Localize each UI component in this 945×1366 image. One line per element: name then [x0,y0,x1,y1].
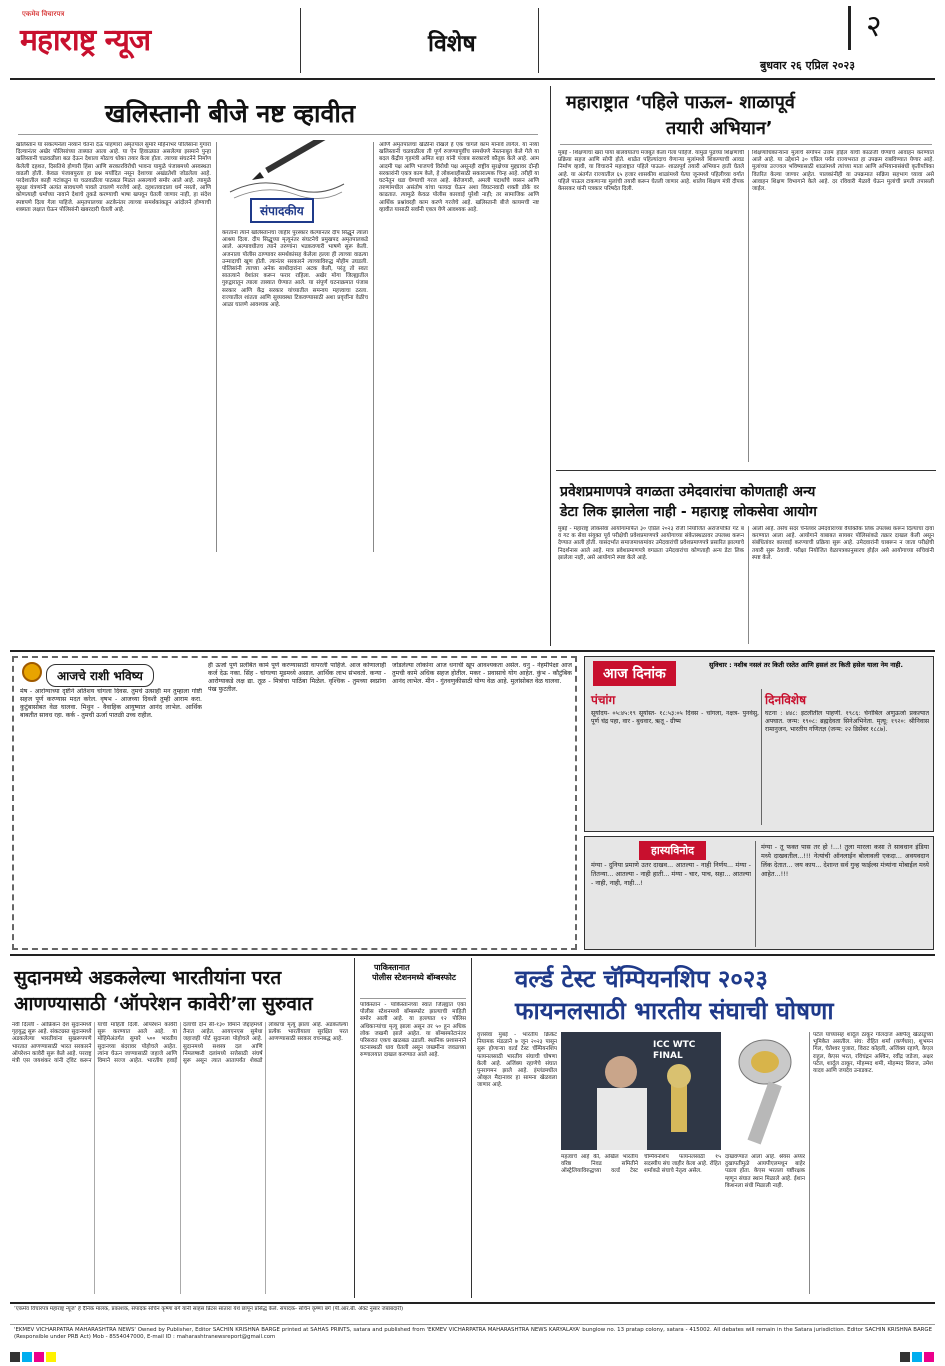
editorial-badge: संपादकीय [250,198,314,223]
editorial-col2: करतांना त्याने खलिस्तानचा जाहीर पुरस्कार केल्यानंतर दीप सिद्धूने त्याला आश्रय दिला. दीप सिद्धूच्या मृत्यूनंतर संघटनेचे प्रमुखपद अमृतपालकडे आले. अल्पावधीतच त्याने तरुणांना भडकवणारी भाषणे सुरू केली. अजनाला पोलीस ठाण्यावर समर्थकांसह केलेला हल्ला ही त्याच्या वाढत्या उन्मादाची खूण होती. त्यानंतर सरकारने त्याच्याविरुद्ध मोहीम उघडली. पोलिसांनी त्याच्या अनेक साथीदारांना अटक केली, परंतु तो स्वतः सातत्याने वेशांतर करून फरार राहिला. अखेर मोगा जिल्ह्यातील गुरुद्वारातून त्याला ताब्यात घेण्यात आले. या संपूर्ण घटनाक्रमात पंजाब सरकार आणि केंद्र सरकार यांच्यातील समन्वय महत्त्वाचा ठरला. राज्यातील शांतता आणि सुव्यवस्था टिकवण्यासाठी अशा प्रवृत्तींना वेळीच आळा घालणे आवश्यक आहे. [222,230,368,309]
horoscope-col2: ही ऊर्जा पूर्ण प्रलंबित कामे पूर्ण करण्यासाठी वापरली पाहिजे. आज कोणालाही कर्ज देऊ नका. सिंह - चांगल्या मूडमध्ये असाल. आर्थिक लाभ संभवतो. कन्या - आरोग्याकडे लक्ष द्या. तूळ - मित्रांचा पाठिंबा मिळेल. वृश्चिक - तुमच्या स्वप्नांना पंख फुटतील. [208,662,386,693]
humor-title: हास्यविनोद [639,841,706,860]
panchang-section [591,689,759,827]
sudan-headline-line1: सुदानमध्ये अडकलेल्या भारतीयांना परत [14,967,282,989]
wtc-headline-line2: फायनलसाठी भारतीय संघाची घोषणा [515,997,834,1025]
pakistan-headline: पोलीस स्टेशनमध्ये बॉम्बस्फोट [372,973,456,982]
panchang-text: सूर्योदय- ०५:४५:१९ सूर्यास्त- १८:५३:०५ दिवस - चांगला, नक्षत्र- पुनर्वसु, पूर्ण चंद्र पहा, वार - बुधवार, ऋतू - ग्रीष्म [591,710,759,725]
wtc-mace-image [725,1032,805,1150]
editorial-illustration [222,140,352,226]
editorial-article [10,86,545,556]
page-number: २ [866,9,882,44]
masthead [0,0,945,80]
wtc-article [475,958,935,1298]
horoscope-box [12,656,577,950]
editorial-headline: खलिस्तानी बीजे नष्ट व्हावीत [105,99,356,128]
today-box [584,656,934,832]
wtc-col4: पटेल यांच्यासह शार्दूल ठाकूर गोलंदाज अष्टपैलू खेळाडूंच्या भूमिकेत असतील. संघ: रोहित शर्मा (कर्णधार), शुभमन गिल, चेतेश्वर पुजारा, विराट कोहली, अजिंक्य रहाणे, केएल राहुल, केएस भरत, रविचंद्रन अश्विन, रवींद्र जडेजा, अक्षर पटेल, शार्दूल ठाकूर, मोहम्मद शमी, मोहम्मद सिराज, उमेश यादव आणि जयदेव उनाडकट. [813,1032,933,1075]
footer-imprint-english: 'EKMEV VICHARPATRA MAHARASHTRA NEWS' Owned by Publisher, Editor SACHIN KRISHNA BARGE printed at SAHAS PRINTS, satara and published from 'EKMEV VICHARPATRA MAHARASHTRA NEWS KARYALAYA' bunglow no. 13 pratap colony, satara - 415002. All debates will remain in the Satara jurisdiction. Editor SACHIN KRISHNA BARGE (Responsible under PRB Act) Mob - 8554047000, E-mail ID : maharashtranewsreport@gmail.com [14,1327,932,1340]
mpsc-article [556,474,936,646]
today-title: आज दिनांक [593,661,676,686]
school-headline-line1: महाराष्ट्रात ‘पहिले पाऊल- शाळापूर्व [566,92,795,113]
mpsc-headline-line1: प्रवेशप्रमाणपत्रे वगळता उमेदवारांचा कोणताही अन्य [560,484,816,500]
editorial-col1: खलिस्तान या संकल्पनेला नव्याने चेतना देऊ पाहणारा अमृतपाल सुमारे महिनाभर पोलिसांना गुंगारा दिल्यानंतर अखेर पोलिसांच्या ताब्यात आला आहे. या ऐन हिवाळ्यात असलेल्या इसमाने पुन्हा खलिस्तानी चळवळीला बळ देऊन देशाला मोठाच धोका तयार केला होता. त्याच्या संघटनेने निर्माण केलेली दहशत, दिसतिथे होणारी हिंसा आणि सरकारविरोधी भावना यामुळे पंजाबमध्ये अस्वस्थता वाढली होती. केवळ पंजाबपुरता हा प्रश्न मर्यादित नसून देशाच्या अखंडतेशी जोडलेला आहे. परदेशातील काही गटांकडून या चळवळीला पाठबळ मिळत असल्याचे समोर आले आहे. त्यामुळे सुरक्षा यंत्रणांनी अत्यंत सावधपणे पावले उचलणे गरजेचे आहे. दहशतवादाला धर्म नसतो, आणि कोणत्याही धर्माच्या नावाने देशाचे तुकडे करण्याची भाषा खपवून घेतली जाणार नाही, हा संदेश स्पष्टपणे दिला गेला पाहिजे. अमृतपालच्या अटकेनंतर त्याच्या समर्थकांकडून आंदोलने होण्याची शक्यता लक्षात घेऊन पोलिसांनी खबरदारी घेतली आहे. [16,142,211,213]
school-article [556,86,936,466]
dinvishesh-section [765,689,929,827]
humor-box [584,836,934,950]
horoscope-col1: मेष - आरोग्याच्या दृष्टीने अतिशय चांगला दिवस. तुमचे उत्साही मन तुम्हाला गोष्टी सहज पूर्ण करण्यास मदत करेल. वृषभ - आजच्या दिवशी तुम्ही आराम करा. कुटुंबासोबत वेळ घालवा. मिथुन - वैवाहिक आयुष्यात आनंद लाभेल. आर्थिक बाबतीत सावध रहा. कर्क - तुमची ऊर्जा पातळी उच्च राहील. [20,688,202,719]
wtc-headline-line1: वर्ल्ड टेस्ट चॅम्पियनशिप २०२३ [515,965,768,993]
sudan-text: नवी दिल्ली - आफ्रिकन देश सुदानमध्ये गृहयुद्ध सुरू आहे. संकटग्रस्त सुदानमध्ये अडकलेल्या भारतीयांना सुखरूपपणे भारतात आणण्यासाठी भारत सरकारने ऑपरेशन कावेरी सुरू केले आहे. परराष्ट्र मंत्री एस जयशंकर यांनी ट्विट करून याची माहिती दिली. ऑपरेशन कावेरी सुरू करण्यात आले आहे. या मोहिमेअंतर्गत सुमारे ५०० भारतीय सुदानच्या बंदरावर पोहोचले आहेत. त्यांना घेऊन जाण्यासाठी जहाजे आणि विमाने सज्ज आहेत. भारतीय हवाई दलाची दोन सी-१३० विमाने जेद्दाहमध्ये तैनात आहेत. आयएनएस सुमेधा जहाजही पोर्ट सुदानला पोहोचले आहे. सुदानमध्ये सशस्त्र दल आणि निमलष्करी दलांमध्ये सत्तेसाठी संघर्ष सुरू असून त्यात आतापर्यंत शेकडो लोकांचा मृत्यू झाला आहे. अडकलेल्या प्रत्येक भारतीयाला सुरक्षित परत आणण्यासाठी सरकार वचनबद्ध आहे. [12,1022,348,1065]
panchang-label: पंचांग [591,693,616,707]
print-registration-marks [0,1352,945,1364]
wtc-col3: दाखवण्यात आला आहे. श्रेयस अय्यर दुखापतीमुळे आयपीएलमधून बाहेर पडला होता. केएस भरतला यष्टीरक्षक म्हणून संघात स्थान मिळाले आहे. ईशान किशनला संधी मिळाली नाही. [725,1154,805,1189]
dinvishesh-text: घटना : ४४८: इटलीतील पाहणी. १९८६: चेर्नोबिल अणुऊर्जा प्रकल्पात अपघात. जन्म: १९०८: ब्रह्मदेवता सिनेअभिनेता. मृत्यू: १९२०: श्रीनिवास रामानुजन, भारतीय गणितज्ञ (जन्म: २२ डिसेंबर १८८७). [765,710,929,733]
mpsc-headline-line2: डेटा लिक झालेला नाही - महाराष्ट्र लोकसेवा आयोग [560,504,817,520]
editorial-col3: आणि अमृतपालचा खेळीना रोखले हे एक चांगले काम मानावे लागेल. या नव्या खलिस्तानी चळवळीला ती पूर्ण रुजण्यापूर्वीच समर्थपणे नेस्तनाबूत केले गेले या बदल केंद्रीय गृहमंत्री अमित शहा यांनी पंजाब सरकारचे कौतुक केले आहे. आम आदमी पक्ष आणि भाजपचे विरोधी पक्ष असूनही राष्ट्रीय सुरक्षेच्या मुद्द्यावर दोन्ही सरकारांनी एकत्र काम केले, हे लोकशाहीसाठी सकारात्मक चिन्ह आहे. तरीही या घटनेतून धडा घेण्याची गरज आहे. बेरोजगारी, अमली पदार्थांचे व्यसन आणि तरुणांमधील असंतोष यांचा फायदा घेऊन अशा विघटनवादी शक्ती डोके वर काढतात. त्यामुळे केवळ पोलीस कारवाई पुरेशी नाही; तर सामाजिक आणि आर्थिक प्रश्नांवरही काम करणे गरजेचे आहे. खलिस्तानी बीजे कायमची नष्ट व्हावीत यासाठी सर्वांनी एकत्र येणे आवश्यक आहे. [379,142,539,213]
sudan-headline-line2: आणण्यासाठी ‘ऑपरेशन कावेरी’ला सुरुवात [14,993,313,1015]
wtc-photo-caption: ICC WTC FINAL [653,1040,696,1061]
school-headline-line2: तयारी अभियान’ [666,118,773,139]
mpsc-col2: आली आहे. तसेच सदर चॅनेलवर उमेदवारांच्या वैयक्तिक लिंक उपलब्ध करून दिल्याचा दावा करण्यात आला आहे. आयोगाने याबाबत सायबर पोलिसांकडे तक्रार दाखल केली असून संबंधितांवर कारवाई करण्याची प्रक्रिया सुरू आहे. उमेदवारांनी घाबरून न जाता परीक्षेची तयारी सुरू ठेवावी. परीक्षा नियोजित वेळापत्रकानुसारच होईल असे आयोगाच्या सचिवांनी स्पष्ट केले. [752,526,934,561]
mpsc-col1: मुंबई - महाराष्ट्र लोकसेवा आयोगामार्फत ३० एप्रिल २०२३ रोजी नियोजित अराजपत्रित गट ब व गट क सेवा संयुक्त पूर्व परीक्षेची प्रवेशप्रमाणपत्रे आयोगाच्या संकेतस्थळावर उपलब्ध करून देण्यात आली होती. यासंदर्भात समाजमाध्यमांवर उमेदवारांची प्रवेशप्रमाणपत्रे प्रसारित झाल्याचे निदर्शनास आले आहे. मात्र प्रवेशप्रमाणपत्रे वगळता उमेदवारांचा कोणताही अन्य डेटा लिक झालेला नाही, असे आयोगाने स्पष्ट केले आहे. [558,526,744,561]
masthead-name: महाराष्ट्र न्यूज [20,23,151,58]
dinvishesh-label: दिनविशेष [765,693,807,707]
pakistan-article [358,958,468,1298]
zodiac-wheel-icon [22,662,42,682]
masthead-tagline: एकमेव विचारपत्र [22,10,65,18]
pakistan-kicker: पाकिस्तानात [374,963,410,972]
today-quote: सुविचार : नशीब नसलं तर किती रस्तेत आणि हसलं तर किती हसेल याला नेम नाही. [709,661,903,669]
school-col1: मुंबई - शिक्षणाचा खरा पाया बालवयातच मजबूत केला गेला पाहिजे. यामुळे पुढच्या शिक्षणाची प्रक्रिया सहज आणि सोपी होते. शाळेत पहिल्यांदाच येणाऱ्या मुलांमध्ये शिकण्याची आवड निर्माण व्हावी, या विचाराने महाराष्ट्रात पहिले पाऊल- शाळापूर्व तयारी अभियान हाती घेतले आहे. या अंतर्गत राज्यातील ६५ हजार शासकीय शाळांमध्ये येत्या जूनमध्ये पहिलीच्या वर्गात पहिले पाऊल टाकणाऱ्या मुलांची तयारी करून घेतली जाणार आहे. शालेय शिक्षण मंत्री दीपक केसरकर यांनी पत्रकार परिषदेत दिली. [558,150,744,193]
wtc-photo [561,1032,721,1150]
issue-date: बुधवार २६ एप्रिल २०२३ [760,59,855,72]
section-title: विशेष [428,31,476,57]
horoscope-title: आजचे राशी भविष्य [46,664,154,687]
wtc-col1: वृत्तसेवा मुंबई - भारतीय क्रिकेट नियामक मंडळाने ७ जून २०२३ पासून सुरू होणाऱ्या वर्ल्ड टेस्ट चॅम्पियनशिप फायनलसाठी भारतीय संघाची घोषणा केली आहे. अजिंक्य रहाणेचे संघात पुनरागमन झाले आहे. इंग्लंडमधील ओव्हल मैदानावर हा सामना खेळवला जाणार आहे. [477,1032,557,1089]
footer-imprint-marathi: ‘एकमेव विचारपत्र महाराष्ट्र न्यूज’ हे दैनिक मालक, प्रकाशक, संपादक सचिन कृष्णा बर्गे यांनी साहस प्रिंटस सातारा येथे छापून प्रसिद्ध केले. संपादक- सचिन कृष्णा बर्गे (पी.आर.बी. ॲक्ट नुसार जबाबदारी) [14,1306,404,1312]
pakistan-text: पाकिस्तान - पाकिस्तानच्या स्वात जिल्ह्यात एका पोलीस स्टेशनमध्ये बॉम्बस्फोट झाल्याची माहिती समोर आली आहे. या हल्ल्यात १२ पोलिस अधिकाऱ्यांचा मृत्यू झाला असून तर ५० हून अधिक लोक जखमी झाले आहेत. या बॉम्बस्फोटानंतर परिसरात एकच खळबळ उडाली. स्थानिक प्रशासनाने घटनास्थळी धाव घेतली असून जखमींना जवळच्या रुग्णालयात दाखल करण्यात आले आहे. [360,1002,466,1059]
wtc-col2: महत्वाचे आहे की, अखिल भारतीय वरिष्ठ निवड समितीने ऑस्ट्रेलियाविरुद्धच्या वर्ल्ड टेस्ट चॅम्पियनशिप फायनलसाठी १५ सदस्यीय संघ जाहीर केला आहे. रोहित शर्माकडे संघाचे नेतृत्व असेल. [561,1154,721,1175]
humor-left: मंग्या - दुनिया प्रमाणे उतर दाखव... आतल्या - नाही निर्णय... मंग्या - तितन्या... आतल्या - नाही हाती... मंग्या - चार, पाच, सहा... आतल्या - नाही, नाही, नाही...! [591,861,751,887]
sudan-article [10,958,350,1298]
horoscope-col3: जोडलेल्या लोकांना आज धनाची खूप आवश्यकता असेल. धनु - नेहमीपेक्षा आज तुमची कामे अधिक सहज होतील. मकर - प्रवासाचे योग आहेत. कुंभ - कौटुंबिक आनंद लाभेल. मीन - गुंतवणुकीसाठी योग्य वेळ आहे. मुलांसोबत वेळ घालवा. [392,662,572,685]
school-col2: शिक्षणाधिकाऱ्यांना मुलांचे संगोपन उत्तम होईल याची काळजी घेण्याचे आवाहन करण्यात आले आहे. या उद्देशाने ३० एप्रिल पर्यंत राज्यभरात हा उपक्रम राबविण्यात येणार आहे. मुलांच्या उज्ज्वल भविष्यासाठी शाळांमध्ये त्यांच्या माता आणि अभियानासंबंधी कृतीपत्रिका वितरित केल्या जाणार आहेत. पालकांनीही या उपक्रमात सक्रिय सहभाग घ्यावा असे आवाहन शिक्षण विभागाने केले आहे. दर रविवारी मेळावे घेऊन मुलांची प्रगती तपासली जाईल. [752,150,934,193]
humor-right: मंग्या - तू फक्त पास तर हो !...! तुला मारला कसा ते सावधान इंडिया मध्ये दाखवतील...!!! नेत्यांची ऑनलाईन बोलावली एकदा... अवयवदान लिंक देतात... जय काय... देशान्त सर्व गुन्ह फाईल्स मंत्र्यांना मोबाईल मध्ये आहेत...!!! [761,843,929,878]
